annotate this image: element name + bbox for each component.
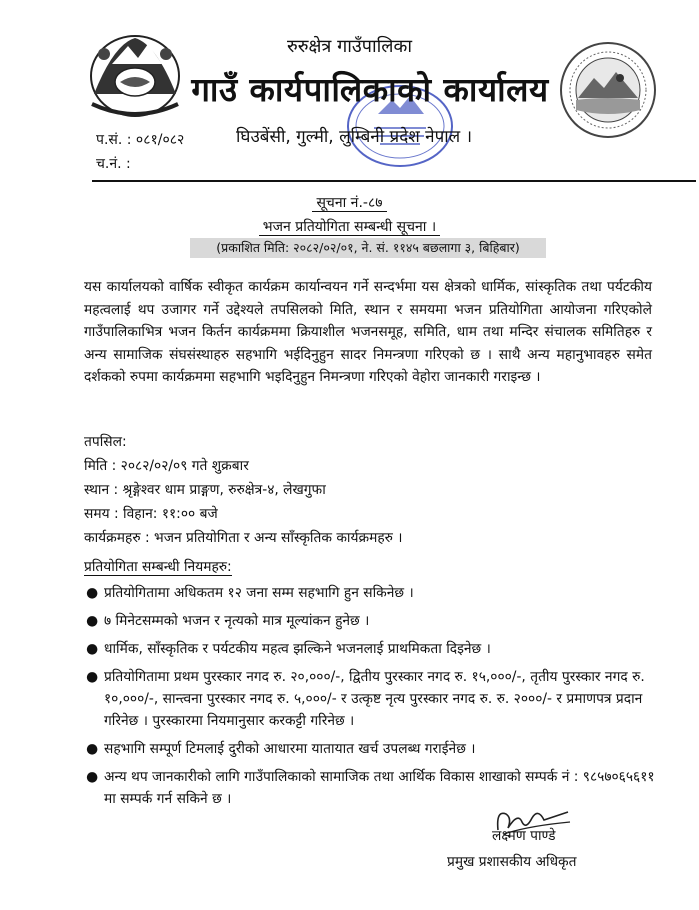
dispatch-number: च.नं. :	[96, 156, 131, 172]
details-program: कार्यक्रमहरु : भजन प्रतियोगिता र अन्य साँस्कृतिक कार्यक्रमहरु ।	[84, 530, 403, 546]
details-heading: तपसिल:	[84, 434, 127, 450]
list-item: ● अन्य थप जानकारीको लागि गाउँपालिकाको सामाजिक तथा आर्थिक विकास शाखाको सम्पर्क नं : ९८५७०६५६११ मा सम्पर्क गर्न सकिने छ ।	[84, 766, 669, 810]
notice-body: यस कार्यालयको वार्षिक स्वीकृत कार्यक्रम कार्यान्वयन गर्ने सन्दर्भमा यस क्षेत्रको धार्मिक, सांस्कृतिक तथा पर्यटकीय महत्वलाई थप उजागर गर्ने उद्देश्यले तपसिलको मिति, स्थान र समयमा भजन प्रतियोगिता आयोजना गरिएकोले गाउँपालिकाभित्र भजन किर्तन कार्यक्रममा क्रियाशील भजनसमूह, समिति, धाम तथा मन्दिर संचालक समितिहरु र अन्य सामाजिक संघसंस्थाहरु सहभागि भईदिनुहुन सादर निमन्त्रणा गरिएको छ । साथै अन्य महानुभावहरु समेत दर्शकको रुपमा कार्यक्रममा सहभागि भइदिनुहुन निमन्त्रणा गरिएको वेहोरा जानकारी गराइन्छ ।	[84, 279, 652, 385]
reference-number: प.सं. : ०८१/०८२	[96, 132, 185, 148]
list-item: ● सहभागि सम्पूर्ण टिमलाई दुरीको आधारमा यातायात खर्च उपलब्ध गराईनेछ ।	[84, 738, 669, 760]
details-section	[84, 430, 664, 550]
municipality-name: रुरुक्षेत्र गाउँपालिका	[287, 36, 412, 57]
notice-title: भजन प्रतियोगिता सम्बन्धी सूचना ।	[0, 217, 699, 236]
list-item: ● धार्मिक, साँस्कृतिक र पर्यटकीय महत्व झल्किने भजनलाई प्राथमिकता दिइनेछ ।	[84, 638, 669, 660]
signatory-name: लक्ष्मण पाण्डे	[492, 828, 556, 844]
rules-heading: प्रतियोगिता सम्बन्धी नियमहरु:	[84, 559, 232, 575]
bullet-icon: ●	[86, 741, 99, 757]
published-date: (प्रकाशित मिति: २०८२/०२/०१, ने. सं. ११४५ बछलागा ३, बिहिबार)	[190, 238, 546, 258]
bullet-icon: ●	[86, 641, 99, 657]
list-item: ● प्रतियोगितामा प्रथम पुरस्कार नगद रु. २०,०००/-, द्वितीय पुरस्कार नगद रु. १५,०००/-, तृतीय पुरस्कार नगद रु. १०,०००/-, सान्त्वना पुरस्कार नगद रु. ५,०००/- र उत्कृष्ट नृत्य पुरस्कार नगद रु. रु. २०००/- र प्रमाणपत्र प्रदान गरिनेछ । पुरस्कारमा नियमानुसार करकट्टी गरिनेछ ।	[84, 666, 669, 732]
rules-list	[84, 582, 669, 816]
office-address: घिउबेंसी, गुल्मी, लुम्बिनी प्रदेश नेपाल ।	[236, 127, 473, 147]
bullet-icon: ●	[86, 585, 99, 601]
notice-number: सूचना नं.-८७	[0, 193, 699, 212]
bullet-icon: ●	[86, 613, 99, 629]
list-item: ● ७ मिनेटसम्मको भजन र नृत्यको मात्र मूल्यांकन हुनेछ ।	[84, 610, 669, 632]
signatory-title: प्रमुख प्रशासकीय अधिकृत	[447, 854, 577, 870]
details-venue: स्थान : श्रृङ्गेश्वर धाम प्राङ्गण, रुरुक्षेत्र-४, लेखगुफा	[84, 482, 326, 498]
bullet-icon: ●	[86, 669, 99, 685]
details-time: समय : विहान: ११:०० बजे	[84, 506, 218, 522]
header-divider	[92, 180, 696, 182]
bullet-icon: ●	[86, 769, 99, 785]
office-title: गाउँ कार्यपालिकाको कार्यालय	[191, 70, 549, 109]
details-date: मिति : २०८२/०२/०९ गते शुक्रबार	[84, 458, 249, 474]
list-item: ● प्रतियोगितामा अधिकतम १२ जना सम्म सहभागि हुन सकिनेछ ।	[84, 582, 669, 604]
